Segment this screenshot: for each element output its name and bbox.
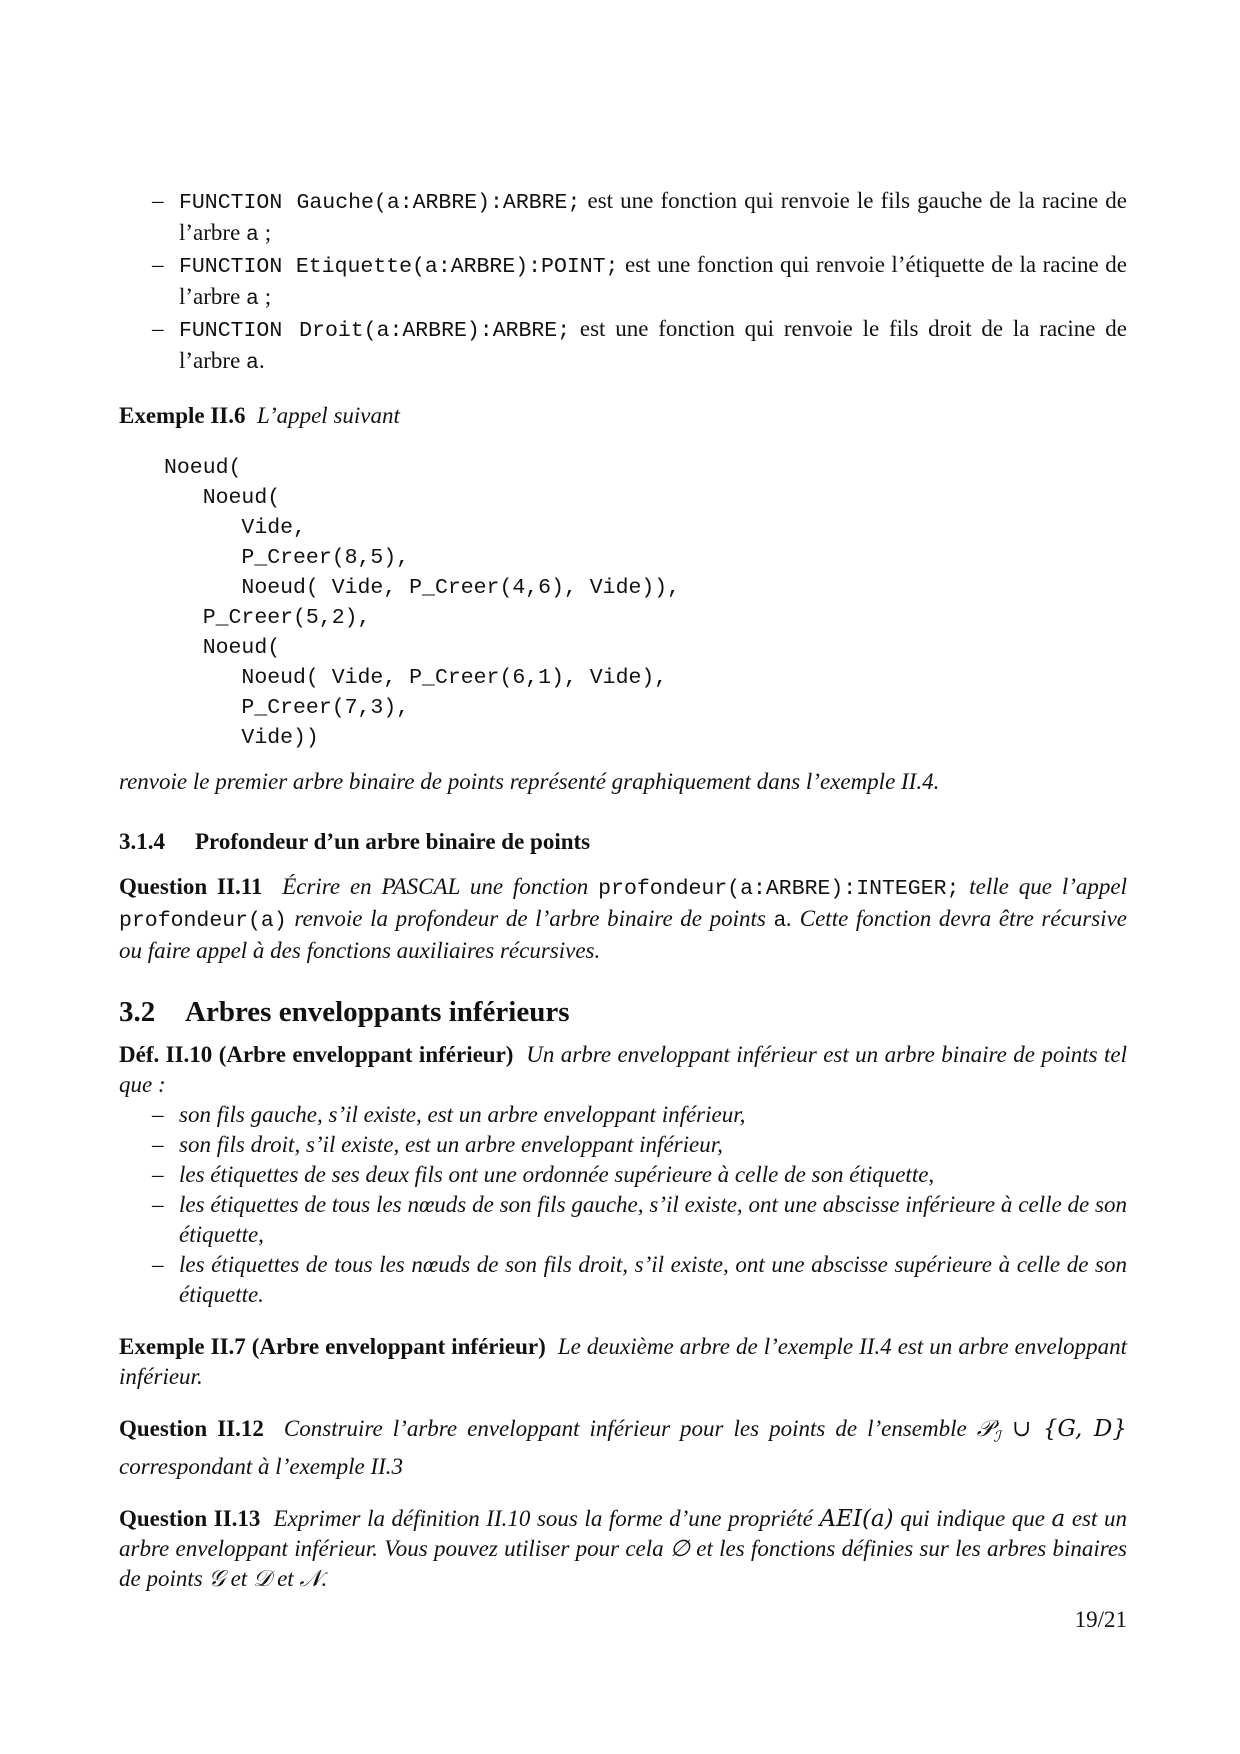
question-text: correspondant à l’exemple II.3 [119, 1453, 404, 1479]
section-number: 3.2 [119, 996, 156, 1028]
list-item: – les étiquettes de ses deux fils ont une ordonnée supérieure à celle de son étiquette, [119, 1160, 1127, 1190]
example-text: Le deuxième arbre de l’exemple II.4 est un arbre enveloppant inférieur. [119, 1334, 1128, 1389]
example-6 [119, 401, 1127, 431]
question-text: . Cette fonction devra être récursive ou faire appel à des fonctions auxiliaires récursives. [119, 906, 1127, 963]
inline-code: profondeur(a) [119, 909, 287, 933]
math-expression: ∅ [669, 1535, 690, 1562]
example-intro: L’appel suivant [257, 403, 400, 428]
question-text: et [271, 1565, 300, 1591]
question-text: et [224, 1565, 253, 1591]
list-item: – son fils droit, s’il existe, est un arbre enveloppant inférieur, [119, 1130, 1127, 1160]
subsection-number: 3.1.4 [119, 829, 165, 854]
question-label: Question II.11 [119, 874, 263, 899]
question-text: renvoie la profondeur de l’arbre binaire de points [286, 906, 774, 931]
inline-code: profondeur(a:ARBRE):INTEGER; [598, 877, 960, 901]
list-item: – son fils gauche, s’il existe, est un arbre enveloppant inférieur, [119, 1100, 1127, 1130]
page-content [119, 186, 1127, 1594]
question-12 [119, 1414, 1127, 1482]
inline-code: a [246, 223, 259, 247]
question-13 [119, 1504, 1127, 1594]
definition-intro: Un arbre enveloppant inférieur est un arbre binaire de points tel que : [119, 1042, 1127, 1097]
item-text: ; [258, 284, 272, 309]
function-list [119, 186, 1127, 378]
section-title: Arbres enveloppants inférieurs [185, 996, 570, 1028]
page-number: 19/21 [1074, 1607, 1127, 1632]
question-label: Question II.13 [119, 1505, 261, 1531]
definition-10 [119, 1040, 1127, 1100]
question-label: Question II.12 [119, 1416, 264, 1441]
math-symbol: 𝒫 [976, 1416, 994, 1442]
math-symbol: 𝒢 [208, 1565, 225, 1592]
question-text: telle que l’appel [959, 874, 1127, 899]
question-text: Écrire en PASCAL une fonction [282, 874, 599, 899]
example-7 [119, 1332, 1127, 1392]
definition-conditions [119, 1100, 1127, 1310]
inline-code: a [246, 351, 259, 375]
item-text: ; [258, 220, 272, 245]
question-11 [119, 872, 1127, 966]
math-expression: a [1051, 1505, 1066, 1532]
item-text: est une fonction qui renvoie le fils droit de la racine de l’arbre [179, 316, 1127, 373]
math-subscript: ℐ [993, 1427, 1001, 1446]
list-item [119, 186, 1127, 250]
item-text: est une fonction qui renvoie le fils gauche de la racine de l’arbre [179, 188, 1127, 245]
math-symbol: 𝒩 [299, 1565, 322, 1592]
item-text: . [258, 348, 265, 373]
question-text: est un arbre enveloppant inférieur. Vous pouvez utiliser pour cela [119, 1505, 1127, 1561]
question-text: qui indique que [893, 1505, 1052, 1531]
function-signature: FUNCTION Gauche(a:ARBRE):ARBRE; [179, 191, 581, 215]
example-conclusion: renvoie le premier arbre binaire de points représenté graphiquement dans l’exemple II.4. [119, 769, 940, 794]
question-text: et les fonctions définies sur les arbres binaires de points [119, 1535, 1127, 1591]
inline-code: a [246, 287, 259, 311]
list-item [119, 314, 1127, 378]
question-text: Construire l’arbre enveloppant inférieur pour les points de l’ensemble [283, 1416, 977, 1441]
subsection-heading [119, 827, 1127, 857]
item-text: est une fonction qui renvoie l’étiquette de la racine de l’arbre [179, 252, 1127, 309]
question-text: . [321, 1565, 328, 1591]
section-heading [119, 994, 1127, 1030]
function-signature: FUNCTION Droit(a:ARBRE):ARBRE; [179, 319, 571, 343]
list-item: – les étiquettes de tous les nœuds de son fils droit, s’il existe, ont une abscisse supérieure à celle de son étiquette. [119, 1250, 1127, 1310]
question-text: Exprimer la définition II.10 sous la forme d’une propriété [273, 1505, 820, 1531]
inline-code: a [773, 909, 787, 933]
math-expression: AEI(a) [819, 1505, 894, 1532]
function-signature: FUNCTION Etiquette(a:ARBRE):POINT; [179, 255, 619, 279]
code-block: Noeud( Noeud( Vide, P_Creer(8,5), Noeud( Vide, P_Creer(4,6), Vide)), P_Creer(5,2), Noeud( Noeud( Vide, P_Creer(6,1), Vide), P_Creer(7,3), Vide)) [164, 456, 681, 750]
definition-label: Déf. II.10 (Arbre enveloppant inférieur) [119, 1042, 514, 1067]
list-item [119, 250, 1127, 314]
example-label: Exemple II.7 (Arbre enveloppant inférieur) [119, 1334, 546, 1359]
math-expression: ∪ {G, D} [1000, 1416, 1127, 1442]
list-item: – les étiquettes de tous les nœuds de son fils gauche, s’il existe, ont une abscisse inférieure à celle de son étiquette, [119, 1190, 1127, 1250]
math-symbol: 𝒟 [252, 1565, 272, 1592]
subsection-title: Profondeur d’un arbre binaire de points [195, 829, 591, 854]
example-label: Exemple II.6 [119, 403, 246, 428]
